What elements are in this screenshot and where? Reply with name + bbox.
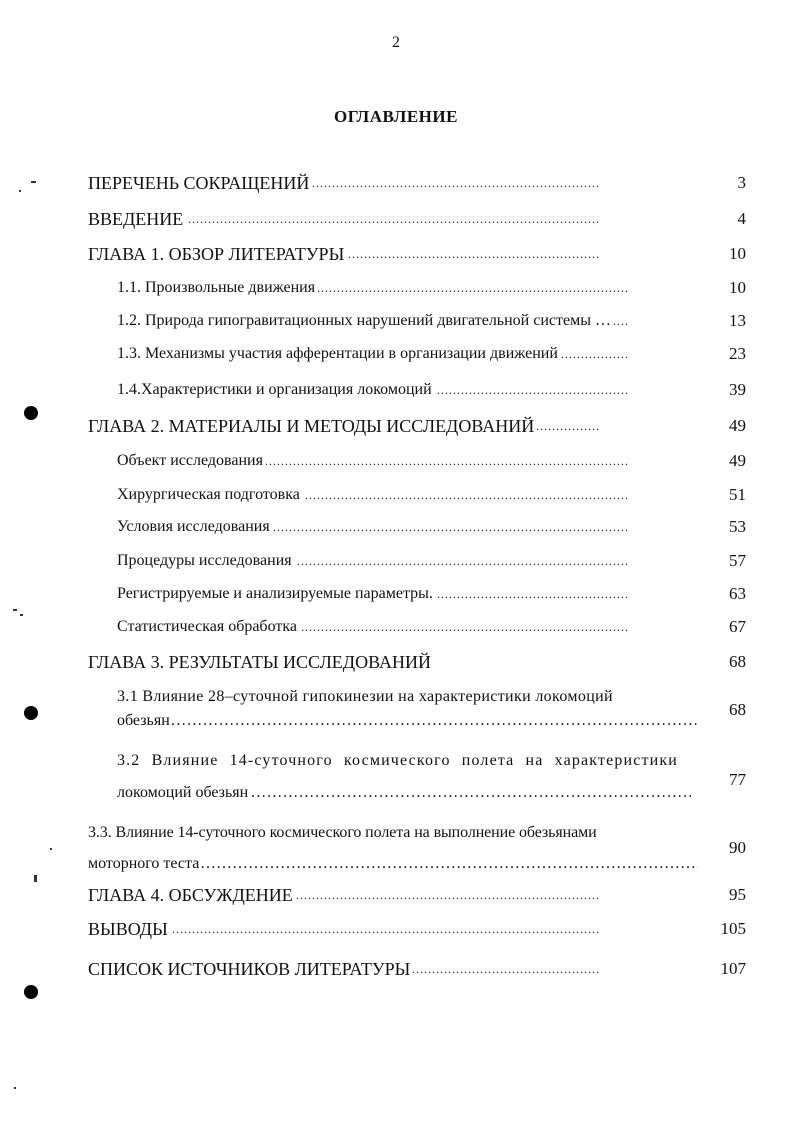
scan-speck	[13, 609, 17, 611]
toc-entry-statistics[interactable]	[0, 616, 792, 648]
toc-entry-page: 57	[729, 551, 746, 570]
toc-entry-page: 90	[729, 838, 746, 857]
toc-entry-parameters[interactable]	[0, 583, 792, 615]
toc-entry-page: 49	[729, 416, 746, 435]
toc-entry-chapter-1[interactable]	[0, 243, 792, 275]
binder-hole-mark	[24, 706, 38, 720]
toc-entry-section-1-2[interactable]	[0, 310, 792, 342]
toc-entry-label: 1.2. Природа гипогравитационных нарушений двигательной системы …	[117, 312, 614, 329]
toc-entry-page: 49	[729, 451, 746, 470]
toc-entry-label: СПИСОК ИСТОЧНИКОВ ЛИТЕРАТУРЫ	[88, 959, 413, 979]
toc-entry-chapter-4[interactable]	[0, 884, 792, 916]
toc-entry-label: Статистическая обработка	[117, 618, 300, 635]
toc-entry-label: 1.3. Механизмы участия афферентации в организации движений	[117, 345, 561, 362]
toc-entry-page: 68	[729, 652, 746, 671]
toc-entry-page: 51	[729, 485, 746, 504]
toc-entry-label: 1.4.Характеристики и организация локомоций	[117, 381, 435, 398]
toc-entry-label: ГЛАВА 3. РЕЗУЛЬТАТЫ ИССЛЕДОВАНИЙ	[88, 652, 431, 672]
toc-entry-label: 3.3. Влияние 14-суточного космического полета на выполнение обезьянами	[88, 824, 597, 841]
scan-speck	[14, 1087, 16, 1089]
toc-entry-page: 53	[729, 517, 746, 536]
toc-entry-label: Условия исследования	[117, 518, 273, 535]
toc-entry-label: ГЛАВА 1. ОБЗОР ЛИТЕРАТУРЫ	[88, 244, 347, 264]
toc-entry-introduction[interactable]	[0, 208, 792, 240]
toc-entry-page: 13	[729, 311, 746, 330]
toc-entry-label: ГЛАВА 4. ОБСУЖДЕНИЕ	[88, 885, 296, 905]
toc-entry-label: Объект исследования	[117, 452, 266, 469]
toc-entry-label: ГЛАВА 2. МАТЕРИАЛЫ И МЕТОДЫ ИССЛЕДОВАНИЙ	[88, 416, 537, 436]
scan-speck	[20, 614, 23, 616]
toc-entry-page: 67	[729, 617, 746, 636]
toc-entry-object[interactable]	[0, 450, 792, 482]
page-number: 2	[392, 34, 400, 51]
scan-speck	[34, 875, 37, 882]
toc-entry-label: Регистрируемые и анализируемые параметры.	[117, 585, 436, 602]
toc-entry-conclusions[interactable]	[0, 918, 792, 950]
toc-entry-label: ПЕРЕЧЕНЬ СОКРАЩЕНИЙ	[88, 173, 312, 193]
toc-entry-page: 68	[729, 700, 746, 719]
toc-entry-chapter-3[interactable]	[0, 651, 792, 683]
toc-entry-surgery[interactable]	[0, 484, 792, 516]
toc-entry-section-1-3[interactable]	[0, 343, 792, 375]
toc-entry-label: 3.1 Влияние 28–суточной гипокинезии на характеристики локомоций	[117, 688, 613, 705]
toc-entry-page: 10	[729, 278, 746, 297]
toc-entry-section-1-4[interactable]	[0, 379, 792, 411]
toc-entry-label-continued: обезьян	[117, 712, 170, 729]
toc-entry-procedures[interactable]	[0, 550, 792, 582]
toc-title: ОГЛАВЛЕНИЕ	[334, 107, 458, 126]
scan-speck	[19, 190, 21, 192]
scan-speck	[31, 181, 36, 183]
scan-speck	[50, 848, 52, 850]
toc-entry-page: 39	[729, 380, 746, 399]
toc-entry-label: ВВЕДЕНИЕ	[88, 209, 186, 229]
toc-entry-page: 4	[737, 209, 746, 228]
toc-entry-chapter-2[interactable]	[0, 415, 792, 447]
toc-entry-page: 107	[720, 959, 746, 978]
toc-entry-label: 3.2 Влияние 14-суточного космического полета на характеристики	[117, 752, 678, 769]
toc-entry-abbreviations[interactable]	[0, 172, 792, 204]
toc-entry-page: 10	[729, 244, 746, 263]
toc-entry-page: 63	[729, 584, 746, 603]
toc-entry-page: 77	[729, 770, 746, 789]
toc-entry-label: ВЫВОДЫ	[88, 919, 171, 939]
toc-entry-section-1-1[interactable]	[0, 277, 792, 309]
toc-entry-label: 1.1. Произвольные движения	[117, 279, 318, 296]
toc-entry-conditions[interactable]	[0, 516, 792, 548]
toc-entry-label-continued: моторного теста	[88, 855, 200, 872]
binder-hole-mark	[24, 406, 38, 420]
toc-entry-page: 95	[729, 885, 746, 904]
toc-entry-page: 23	[729, 344, 746, 363]
toc-entry-label-continued: локомоций обезьян	[117, 784, 249, 801]
toc-entry-references[interactable]	[0, 958, 792, 990]
binder-hole-mark	[24, 985, 38, 999]
toc-entry-page: 105	[720, 919, 746, 938]
toc-entry-label: Процедуры исследования	[117, 552, 295, 569]
toc-entry-label: Хирургическая подготовка	[117, 486, 303, 503]
toc-entry-page: 3	[737, 173, 746, 192]
